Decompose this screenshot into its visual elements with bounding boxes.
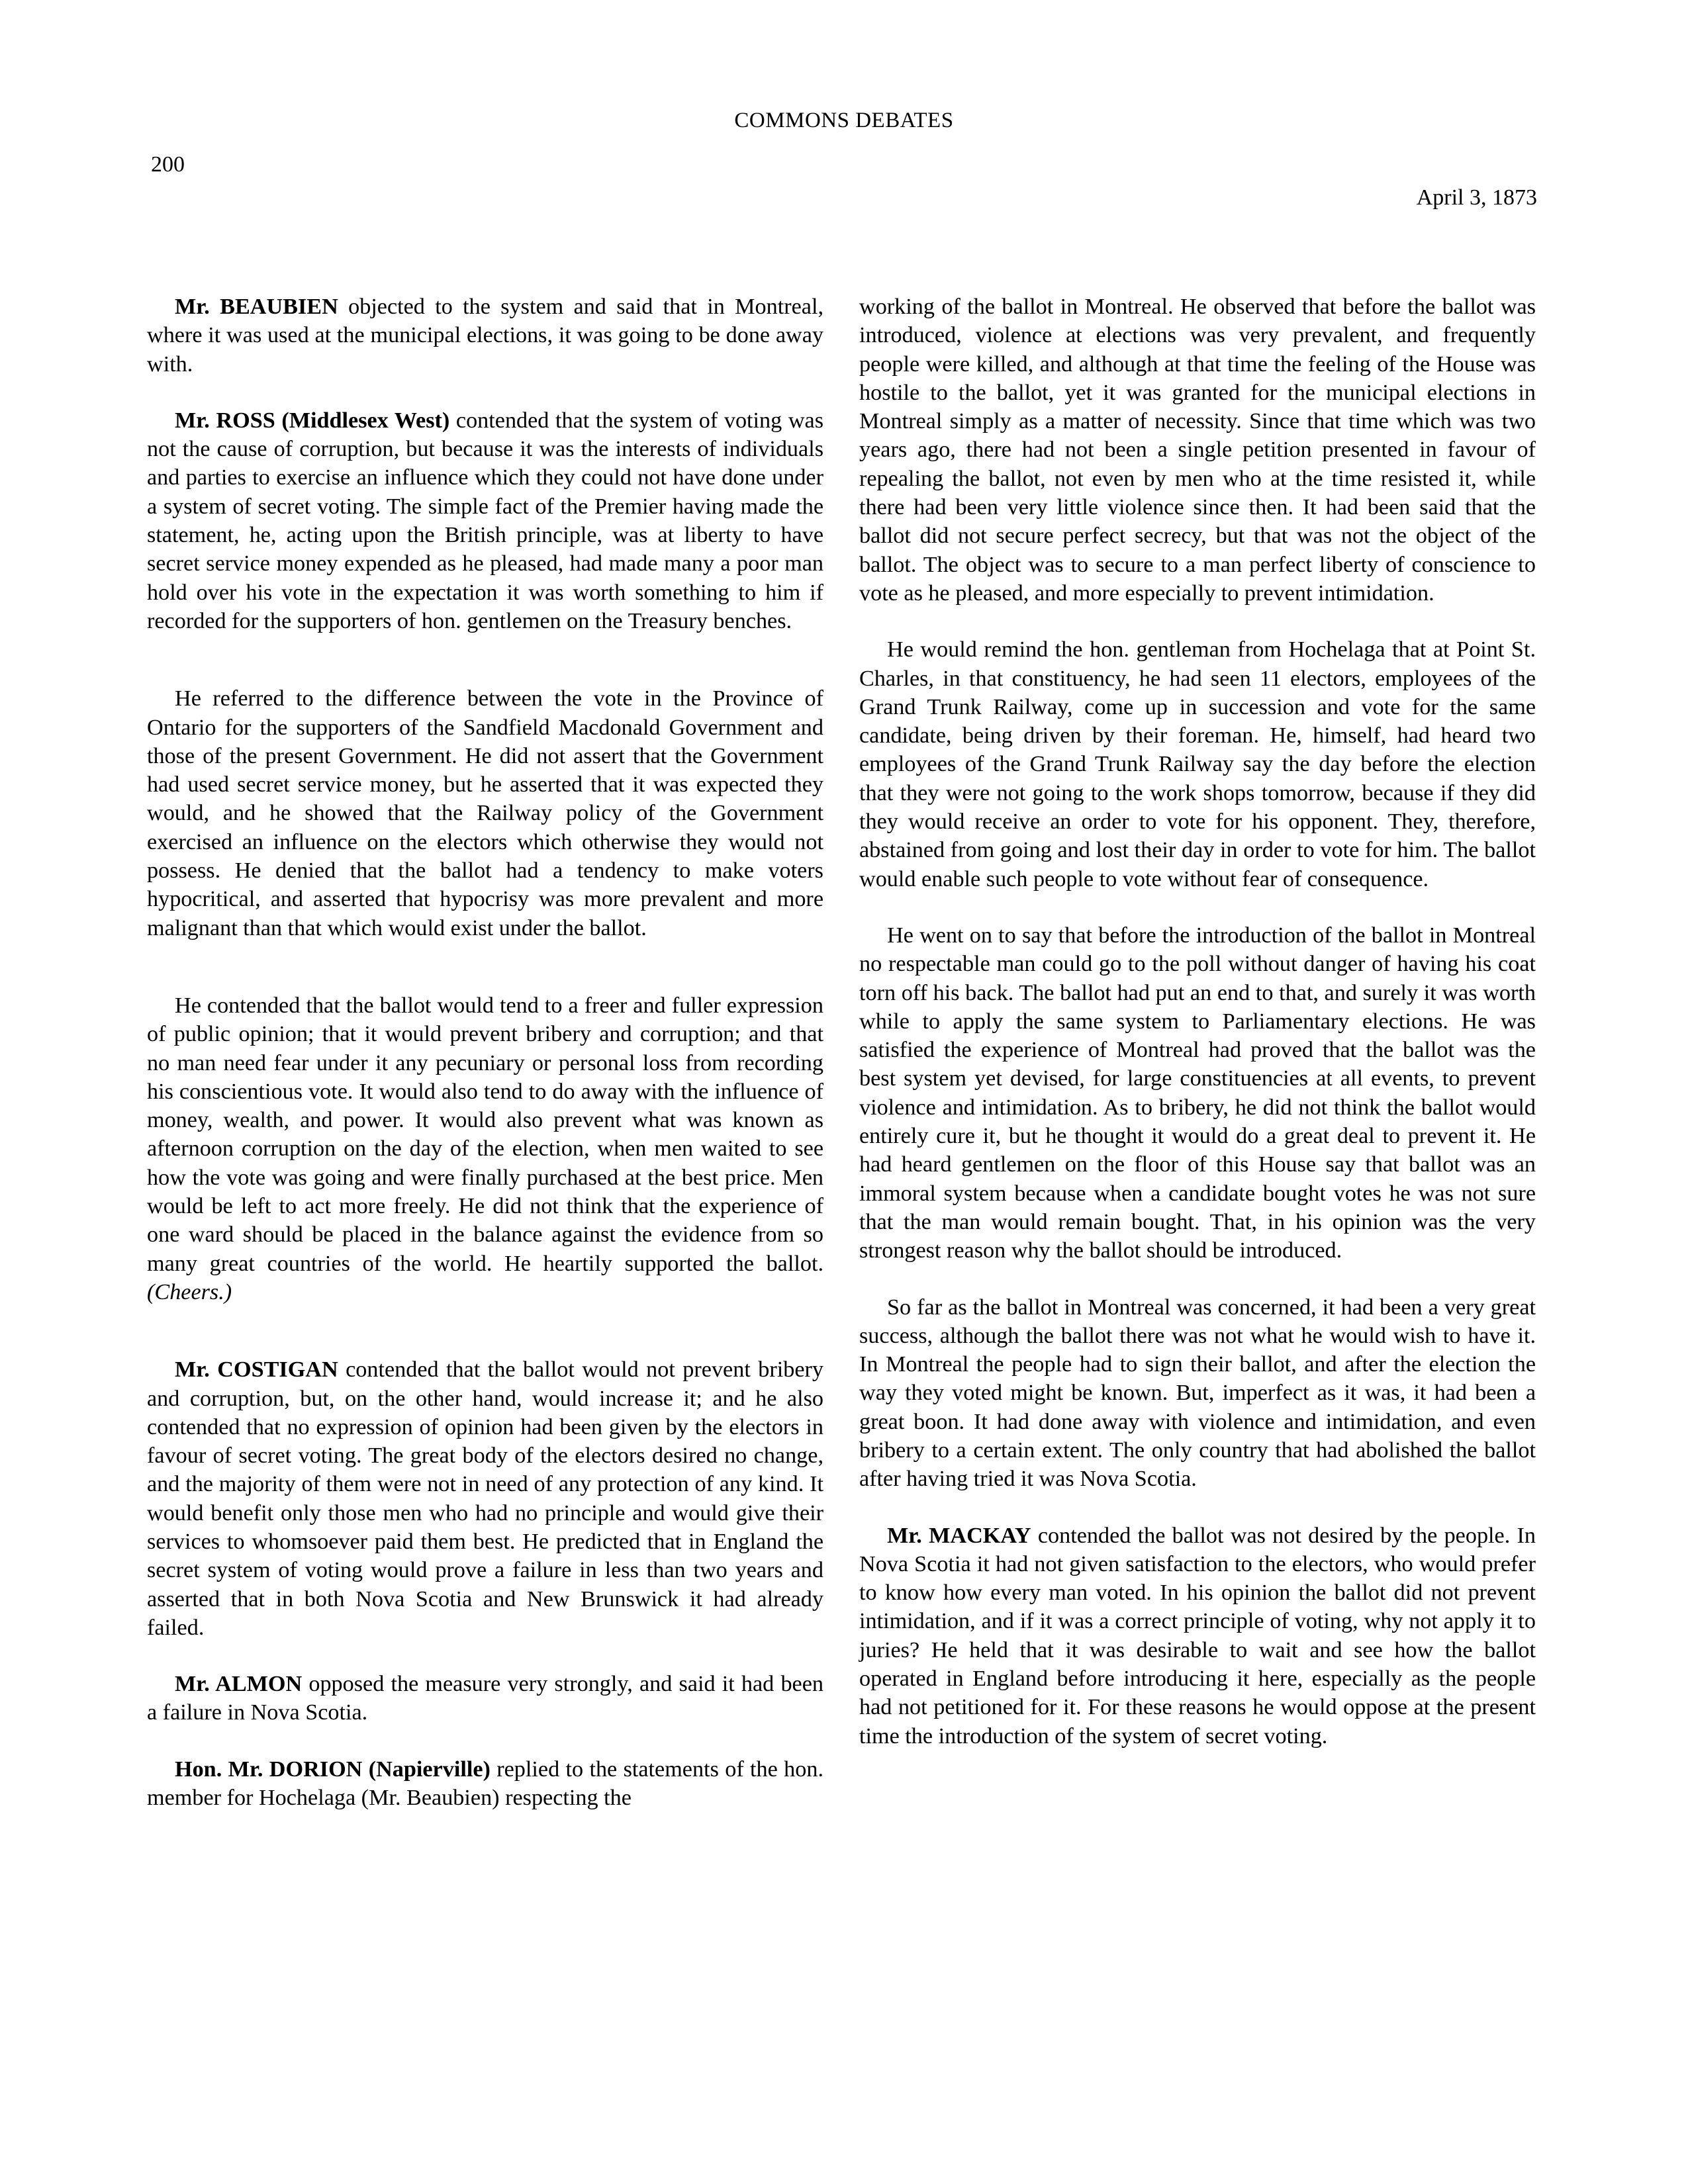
speaker-name: Mr. MACKAY [887,1523,1031,1548]
paragraph-continued [859,293,1536,608]
paragraph-text: replied to the statements of the hon. member for Hochelaga (Mr. Beaubien) respecting the [147,1756,824,1811]
paragraph [147,991,823,1306]
paragraph-text: objected to the system and said that in Montreal, where it was used at the municipal elections, it was going to be done away with. [147,295,823,377]
page-number: 200 [151,152,185,177]
speaker-name: Mr. COSTIGAN [175,1357,338,1383]
paragraph-ross [147,406,823,635]
speaker-name: Mr. ROSS (Middlesex West) [175,408,450,433]
running-head: COMMONS DEBATES [734,109,954,132]
paragraph [147,684,823,942]
paragraph-text: He would remind the hon. gentleman from Hochelaga that at Point St. Charles, in that constituency, he had seen 11 electors, employees of the Grand Trunk Railway, come up in succession and vote for the same candidate, being driven by their foreman. He, himself, had heard two employees of the Grand Trunk Railway say the day before the election that they were not going to the work shops tomorrow, because if they did they would receive an order to vote for his opponent. They, therefore, abstained from going and lost their day in order to vote for him. The ballot would enable such people to vote without fear of consequence. [859,637,1536,891]
paragraph [859,921,1536,1265]
speaker-name: Mr. BEAUBIEN [175,295,338,319]
paragraph-text: working of the ballot in Montreal. He observed that before the ballot was introduced, violence at elections was very prevalent, and frequently people were killed, and although at that time the feeling of the House was hostile to the ballot, yet it was granted for the municipal elections in Montreal simply as a matter of necessity. Since that time which was two years ago, there had not been a single petition presented in favour of repealing the ballot, not even by men who at the time resisted it, while there had been very little violence since then. It had been said that the ballot did not secure perfect secrecy, but that was not the object of the ballot. The object was to secure to a man perfect liberty of conscience to vote as he pleased, and more especially to prevent intimidation. [859,295,1536,606]
paragraph-text: He went on to say that before the introduction of the ballot in Montreal no respectable man could go to the poll without danger of having his coat torn off his back. The ballot had put an end to that, and surely it was worth while to apply the same system to Parliamentary elections. He was satisfied the experience of Montreal had proved that the ballot was the best system yet devised, for large constituencies at all events, to prevent violence and intimidation. As to bribery, he did not think the ballot would entirely cure it, but he thought it would do a great deal to prevent it. He had heard gentlemen on the floor of this House say that ballot was an immoral system because when a candidate bought votes he was not sure that the man would remain bought. That, in his opinion was the very strongest reason why the ballot should be introduced. [859,923,1536,1263]
paragraph-text: contended the ballot was not desired by the people. In Nova Scotia it had not given satisfaction to the electors, who would prefer to know how every man voted. In his opinion the ballot did not prevent intimidation, and if it was a correct principle of voting, why not apply it to juries? He held that it was desirable to wait and see how the ballot operated in England before introducing it here, especially as the people had not petitioned for it. For these reasons he would oppose at the present time the introduction of the system of secret voting. [859,1523,1536,1749]
right-column [859,293,1536,1751]
page-date: April 3, 1873 [1416,185,1537,210]
paragraph-beaubien [147,293,823,379]
paragraph [859,1293,1536,1494]
speaker-name: Hon. Mr. DORION (Napierville) [175,1756,491,1782]
paragraph-text: contended that the system of voting was not the cause of corruption, but because it was the interests of individuals and parties to exercise an influence which they could not have done under a system of secret voting. The simple fact of the Premier having made the statement, he, acting upon the British principle, was at liberty to have secret service money expended as he pleased, had made many a poor man hold over his vote in the expectation it was worth something to him if recorded for the supporters of hon. gentlemen on the Treasury benches. [147,408,823,633]
paragraph-text: So far as the ballot in Montreal was concerned, it had been a very great success, although the ballot there was not what he would wish to have it. In Montreal the people had to sign their ballot, and after the election the way they voted might be known. But, imperfect as it was, it had been a great boon. It had done away with violence and intimidation, and even bribery to a certain extent. The only country that had abolished the ballot after having tried it was Nova Scotia. [859,1295,1536,1492]
paragraph [859,635,1536,893]
speaker-name: Mr. ALMON [175,1672,303,1697]
paragraph-text: He contended that the ballot would tend to a freer and fuller expression of public opinion; that it would prevent bribery and corruption; and that no man need fear under it any pecuniary or personal loss from recording his conscientious vote. It would also tend to do away with the influence of money, wealth, and power. It would also prevent what was known as afternoon corruption on the day of the election, when men waited to see how the vote was going and were finally purchased at the best price. Men would be left to act more freely. He did not think that the experience of one ward should be placed in the balance against the evidence from so many great countries of the world. He heartily supported the ballot. [147,993,823,1276]
paragraph-text: He referred to the difference between the vote in the Province of Ontario for the supporters of the Sandfield Macdonald Government and those of the present Government. He did not assert that the Government had used secret service money, but he asserted that it was expected they would, and he showed that the Railway policy of the Government exercised an influence on the electors which otherwise they would not possess. He denied that the ballot had a tendency to make voters hypocritical, and asserted that hypocrisy was more prevalent and more malignant than that which would exist under the ballot. [147,686,823,940]
paragraph-text: opposed the measure very strongly, and said it had been a failure in Nova Scotia. [147,1672,823,1725]
paragraph-costigan [147,1355,823,1642]
paragraph-almon [147,1670,823,1727]
interjection: (Cheers.) [147,1279,232,1304]
paragraph-mackay [859,1522,1536,1751]
paragraph-text: contended that the ballot would not prevent bribery and corruption, but, on the other hand, would increase it; and he also contended that no expression of opinion had been given by the electors in favour of secret voting. The great body of the electors desired no change, and the majority of them were not in need of any protection of any kind. It would benefit only those men who had no principle and would give their services to whomsoever paid them best. He predicted that in England the secret system of voting would prove a failure in less than two years and asserted that in both Nova Scotia and New Brunswick it had already failed. [147,1357,823,1640]
paragraph-dorion [147,1755,823,1813]
left-column [147,293,823,1812]
